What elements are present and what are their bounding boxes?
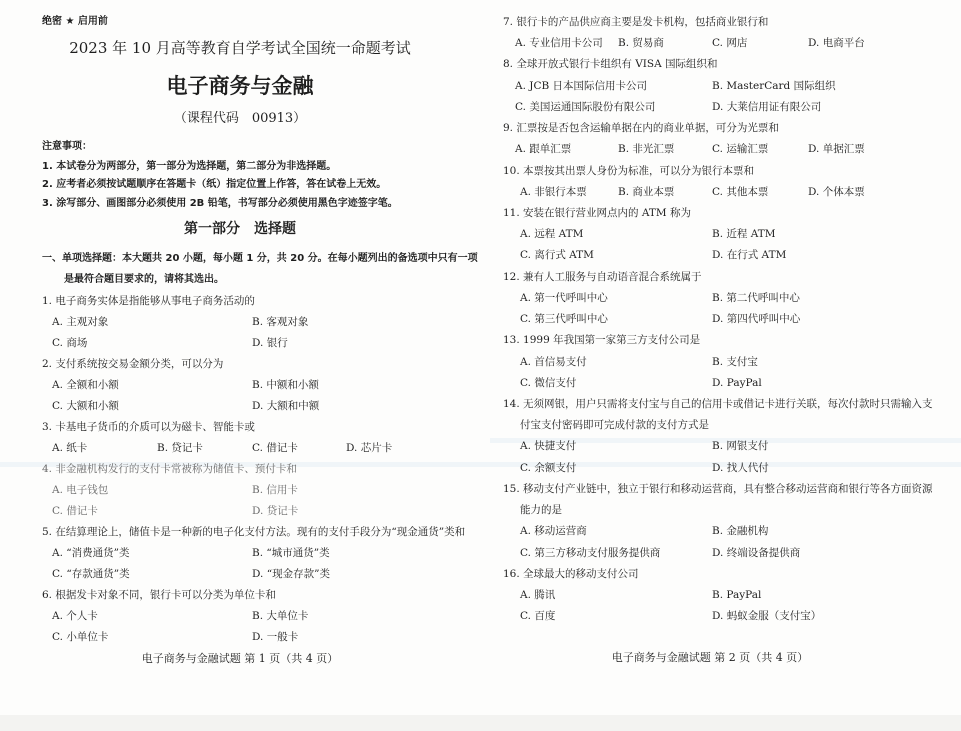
question-stem: 13. 1999 年我国第一家第三方支付公司是 (503, 334, 701, 347)
answer-option: B. 中额和小额 (252, 379, 319, 391)
answer-option: B. 信用卡 (252, 484, 298, 496)
question-stem: 9. 汇票按是否包含运输单据在内的商业单据，可分为光票和 (503, 122, 779, 135)
answer-option: B. 贸易商 (618, 37, 664, 50)
answer-option: C. 百度 (520, 610, 556, 623)
question-stem: 11. 安装在银行营业网点内的 ATM 称为 (503, 206, 691, 219)
question-stem: 7. 银行卡的产品供应商主要是发卡机构，包括商业银行和 (503, 16, 769, 28)
question-stem: 2. 支付系统按交易金额分类，可以分为 (42, 358, 224, 370)
question-stem: 8. 全球开放式银行卡组织有 VISA 国际组织和 (503, 58, 718, 71)
part-title: 第一部分 选择题 (184, 221, 296, 237)
confidential-mark: 绝密 ★ 启用前 (42, 16, 108, 27)
answer-option: B. 客观对象 (252, 316, 309, 328)
answer-option: B. 网银支付 (712, 440, 769, 453)
answer-option: C. 借记卡 (252, 442, 298, 454)
answer-option: C. 小单位卡 (52, 631, 109, 643)
question-stem: 能力的是 (520, 504, 562, 517)
answer-option: D. 芯片卡 (346, 442, 393, 454)
answer-option: A. 非银行本票 (520, 185, 587, 198)
answer-option: D. “现金存款”类 (252, 568, 330, 580)
question-stem: 4. 非金融机构发行的支付卡常被称为储值卡、预付卡和 (42, 463, 297, 475)
answer-option: D. 一般卡 (252, 631, 299, 643)
notice-item: 3. 涂写部分、画图部分必须使用 2B 铅笔，书写部分必须使用黑色字迹签字笔。 (42, 198, 398, 209)
answer-option: D. 银行 (252, 337, 288, 349)
answer-option: A. 专业信用卡公司 (515, 37, 603, 50)
answer-option: B. PayPal (712, 588, 762, 601)
subject-title: 电子商务与金融 (166, 73, 314, 98)
answer-option: C. 网店 (712, 37, 748, 50)
answer-option: B. 近程 ATM (712, 228, 776, 241)
answer-option: D. 第四代呼叫中心 (712, 313, 801, 326)
exam-title: 2023 年 10 月高等教育自学考试全国统一命题考试 (69, 39, 411, 57)
answer-option: C. 第三方移动支付服务提供商 (520, 546, 661, 559)
question-stem: 12. 兼有人工服务与自动语音混合系统属于 (503, 270, 702, 283)
answer-option: D. 找人代付 (712, 461, 769, 474)
page-footer: 电子商务与金融试题 第 2 页（共 4 页） (611, 651, 809, 664)
question-stem: 6. 根据发卡对象不同，银行卡可以分类为单位卡和 (42, 589, 276, 601)
answer-option: D. PayPal (712, 376, 762, 389)
answer-option: B. 金融机构 (712, 525, 769, 538)
answer-option: D. 电商平台 (808, 37, 865, 50)
answer-option: A. 跟单汇票 (515, 143, 572, 156)
answer-option: A. 主观对象 (52, 316, 109, 328)
page-footer: 电子商务与金融试题 第 1 页（共 4 页） (141, 652, 339, 665)
answer-option: D. 单据汇票 (808, 143, 865, 156)
notice-heading: 注意事项： (42, 141, 92, 152)
answer-option: C. 美国运通国际股份有限公司 (515, 100, 656, 113)
answer-option: D. 在行式 ATM (712, 249, 787, 262)
answer-option: D. 大莱信用证有限公司 (712, 100, 822, 113)
answer-option: B. 贷记卡 (157, 442, 203, 454)
answer-option: A. 第一代呼叫中心 (520, 291, 608, 304)
answer-option: A. 远程 ATM (520, 228, 584, 241)
answer-option: D. 大额和中额 (252, 400, 320, 412)
answer-option: B. MasterCard 国际组织 (712, 79, 836, 92)
question-stem: 3. 卡基电子货币的介质可以为磁卡、智能卡或 (42, 421, 255, 433)
answer-option: B. 非光汇票 (618, 143, 675, 156)
notice-item: 2. 应考者必须按试题顺序在答题卡（纸）指定位置上作答，答在试卷上无效。 (42, 179, 387, 190)
answer-option: A. 纸卡 (52, 442, 88, 454)
question-stem: 10. 本票按其出票人身份为标准，可以分为银行本票和 (503, 164, 755, 177)
answer-option: C. 大额和小额 (52, 400, 119, 412)
notice-item: 1. 本试卷分为两部分，第一部分为选择题，第二部分为非选择题。 (42, 161, 337, 172)
answer-option: C. 商场 (52, 337, 88, 349)
answer-option: A. 首信易支付 (520, 355, 587, 368)
answer-option: B. 大单位卡 (252, 610, 309, 622)
answer-option: A. 全额和小额 (52, 379, 119, 391)
answer-option: C. 第三代呼叫中心 (520, 313, 608, 326)
answer-option: C. 余额支付 (520, 461, 577, 474)
question-stem: 15. 移动支付产业链中，独立于银行和移动运营商，具有整合移动运营商和银行等各方面资源 (503, 482, 933, 495)
question-stem: 付宝支付密码即可完成付款的支付方式是 (520, 419, 709, 432)
answer-option: C. 运输汇票 (712, 143, 769, 156)
answer-option: A. 快捷支付 (520, 440, 577, 453)
question-stem: 5. 在结算理论上，储值卡是一种新的电子化支付方法。现有的支付手段分为“现金通货”类和 (42, 526, 466, 538)
question-stem: 16. 全球最大的移动支付公司 (503, 567, 639, 580)
section-instruction: 是最符合题目要求的，请将其选出。 (64, 274, 224, 285)
answer-option: D. 蚂蚁金服（支付宝） (712, 610, 822, 623)
answer-option: C. 微信支付 (520, 376, 577, 389)
section-instruction: 一、单项选择题：本大题共 20 小题，每小题 1 分，共 20 分。在每小题列出的备选项中只有一项 (42, 253, 478, 264)
question-stem: 1. 电子商务实体是指能够从事电子商务活动的 (42, 295, 255, 307)
answer-option: A. 移动运营商 (520, 525, 587, 538)
answer-option: C. “存款通货”类 (52, 568, 130, 580)
answer-option: A. 腾讯 (520, 588, 556, 601)
answer-option: D. 贷记卡 (252, 505, 299, 517)
question-stem: 14. 无须网银，用户只需将支付宝与自己的信用卡或借记卡进行关联，每次付款时只需输入支 (503, 397, 933, 410)
answer-option: A. 个人卡 (52, 610, 98, 622)
scan-edge (0, 715, 961, 731)
answer-option: A. 电子钱包 (52, 484, 109, 496)
course-code: （课程代码 00913） (173, 111, 307, 126)
answer-option: A. “消费通货”类 (52, 547, 130, 559)
answer-option: B. 商业本票 (618, 185, 675, 198)
answer-option: B. “城市通货”类 (252, 547, 330, 559)
answer-option: B. 第二代呼叫中心 (712, 291, 800, 304)
answer-option: C. 借记卡 (52, 505, 98, 517)
answer-option: D. 个体本票 (808, 185, 865, 198)
answer-option: A. JCB 日本国际信用卡公司 (515, 79, 648, 92)
answer-option: B. 支付宝 (712, 355, 758, 368)
answer-option: C. 离行式 ATM (520, 249, 594, 262)
answer-option: D. 终端设备提供商 (712, 546, 801, 559)
answer-option: C. 其他本票 (712, 185, 769, 198)
